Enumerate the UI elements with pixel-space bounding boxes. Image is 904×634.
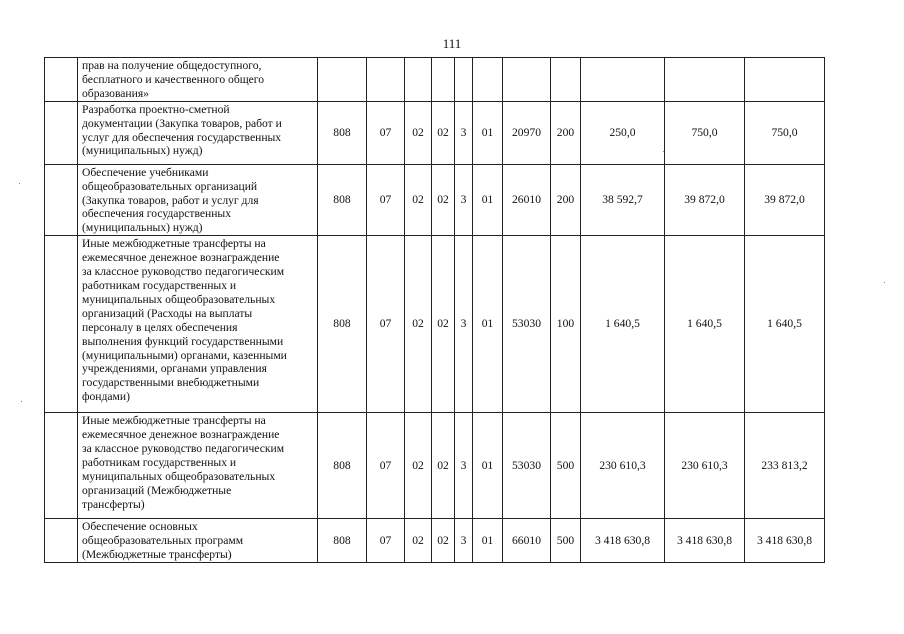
amount-year-3: [745, 58, 825, 102]
direction-code: 66010: [503, 519, 551, 563]
direction-code: 26010: [503, 164, 551, 236]
expense-description: Иные межбюджетные трансферты на ежемесячное денежное вознаграждение за классное руководство педагогическим работникам государственных и муниципальных общеобразовательных организаций (Расходы на выплаты персоналу в целях обеспечения выполнения функций государственными (муниципальными) органами, казенными учреждениями, органами управления государственными внебюджетными фондами): [78, 236, 318, 413]
amount-year-2: 39 872,0: [665, 164, 745, 236]
amount-year-3: 233 813,2: [745, 413, 825, 519]
ministry-code: 808: [318, 236, 367, 413]
subprogram-code: 3: [455, 164, 473, 236]
table-row: [45, 164, 825, 236]
main-event-code: 01: [473, 413, 503, 519]
table-row: [45, 519, 825, 563]
amount-year-3: 3 418 630,8: [745, 519, 825, 563]
amount-year-2: 230 610,3: [665, 413, 745, 519]
section-code: 07: [367, 236, 405, 413]
budget-table: [44, 57, 825, 563]
subsection-code: 02: [405, 164, 432, 236]
table-row: [45, 101, 825, 164]
amount-year-3: 39 872,0: [745, 164, 825, 236]
row-number-cell: [45, 164, 78, 236]
amount-year-2: [665, 58, 745, 102]
expense-type-code: 500: [551, 413, 581, 519]
page-number: 111: [442, 36, 462, 51]
table-row: [45, 413, 825, 519]
program-code: 02: [432, 101, 455, 164]
program-code: 02: [432, 236, 455, 413]
main-event-code: 01: [473, 519, 503, 563]
scan-speck: [884, 282, 885, 283]
subprogram-code: 3: [455, 519, 473, 563]
direction-code: 53030: [503, 413, 551, 519]
ministry-code: [318, 58, 367, 102]
main-event-code: 01: [473, 164, 503, 236]
expense-type-code: 200: [551, 101, 581, 164]
subsection-code: [405, 58, 432, 102]
ministry-code: 808: [318, 519, 367, 563]
scan-speck: [663, 151, 664, 152]
amount-year-1: 1 640,5: [581, 236, 665, 413]
ministry-code: 808: [318, 164, 367, 236]
table-body: [45, 58, 825, 563]
amount-year-1: 230 610,3: [581, 413, 665, 519]
subsection-code: 02: [405, 413, 432, 519]
direction-code: 53030: [503, 236, 551, 413]
subsection-code: 02: [405, 519, 432, 563]
table-row: [45, 58, 825, 102]
amount-year-2: 3 418 630,8: [665, 519, 745, 563]
expense-type-code: 200: [551, 164, 581, 236]
expense-description: Иные межбюджетные трансферты на ежемесячное денежное вознаграждение за классное руководство педагогическим работникам государственных и муниципальных общеобразовательных организаций (Межбюджетные трансферты): [78, 413, 318, 519]
main-event-code: 01: [473, 236, 503, 413]
expense-description: Разработка проектно-сметной документации (Закупка товаров, работ и услуг для обеспечения государственных (муниципальных) нужд): [78, 101, 318, 164]
row-number-cell: [45, 58, 78, 102]
amount-year-3: 750,0: [745, 101, 825, 164]
table-row: [45, 236, 825, 413]
expense-type-code: 500: [551, 519, 581, 563]
amount-year-1: 3 418 630,8: [581, 519, 665, 563]
scan-speck: [19, 183, 20, 184]
amount-year-3: 1 640,5: [745, 236, 825, 413]
expense-type-code: [551, 58, 581, 102]
program-code: 02: [432, 413, 455, 519]
ministry-code: 808: [318, 413, 367, 519]
program-code: [432, 58, 455, 102]
scan-speck: [21, 401, 22, 402]
expense-description: Обеспечение основных общеобразовательных программ (Межбюджетные трансферты): [78, 519, 318, 563]
section-code: 07: [367, 519, 405, 563]
section-code: 07: [367, 413, 405, 519]
section-code: [367, 58, 405, 102]
ministry-code: 808: [318, 101, 367, 164]
row-number-cell: [45, 236, 78, 413]
subprogram-code: 3: [455, 236, 473, 413]
amount-year-1: [581, 58, 665, 102]
subprogram-code: [455, 58, 473, 102]
amount-year-2: 750,0: [665, 101, 745, 164]
subsection-code: 02: [405, 101, 432, 164]
section-code: 07: [367, 164, 405, 236]
subprogram-code: 3: [455, 413, 473, 519]
amount-year-2: 1 640,5: [665, 236, 745, 413]
program-code: 02: [432, 519, 455, 563]
main-event-code: 01: [473, 101, 503, 164]
expense-type-code: 100: [551, 236, 581, 413]
subsection-code: 02: [405, 236, 432, 413]
expense-description: Обеспечение учебниками общеобразовательных организаций (Закупка товаров, работ и услуг для обеспечения государственных (муниципальных) нужд): [78, 164, 318, 236]
direction-code: [503, 58, 551, 102]
row-number-cell: [45, 519, 78, 563]
section-code: 07: [367, 101, 405, 164]
amount-year-1: 250,0: [581, 101, 665, 164]
main-event-code: [473, 58, 503, 102]
subprogram-code: 3: [455, 101, 473, 164]
program-code: 02: [432, 164, 455, 236]
direction-code: 20970: [503, 101, 551, 164]
row-number-cell: [45, 101, 78, 164]
expense-description: прав на получение общедоступного, бесплатного и качественного общего образования»: [78, 58, 318, 102]
row-number-cell: [45, 413, 78, 519]
amount-year-1: 38 592,7: [581, 164, 665, 236]
